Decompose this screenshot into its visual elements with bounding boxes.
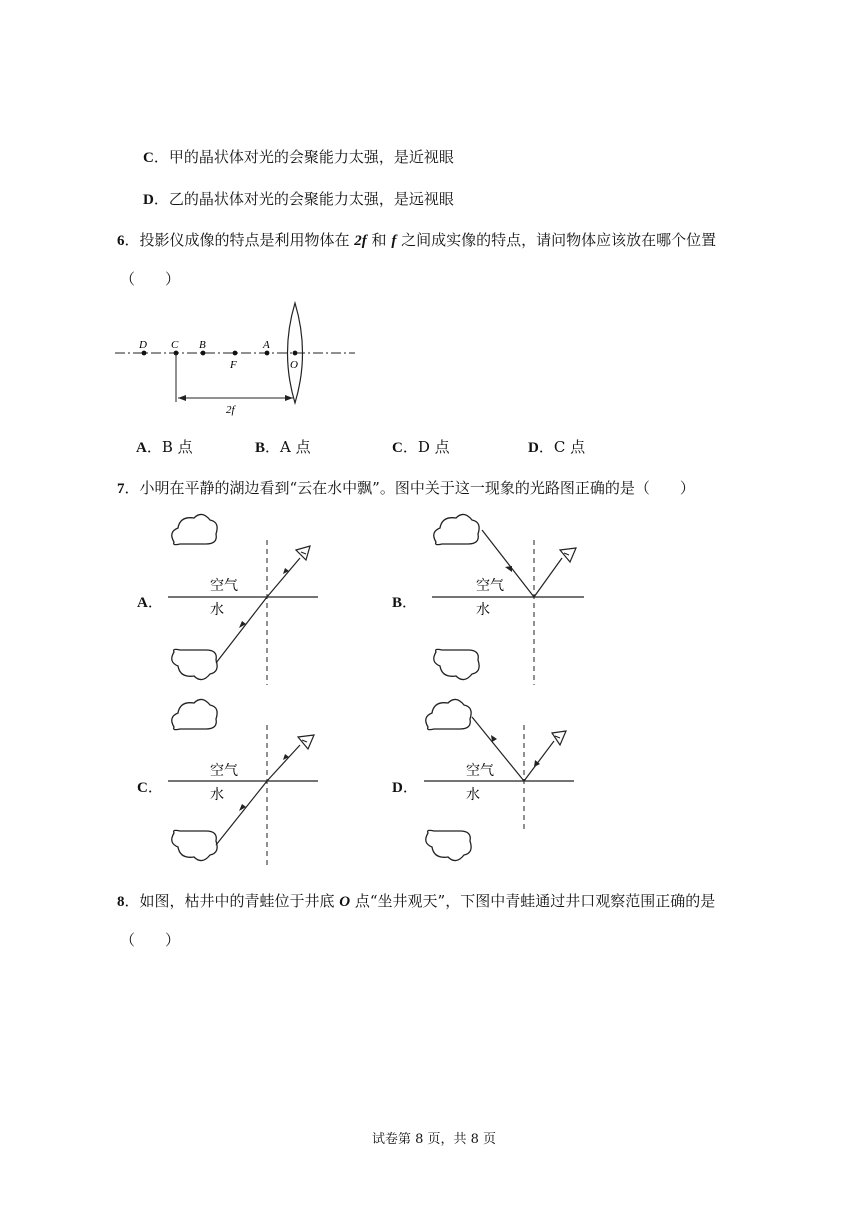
q6-symbol-f: f xyxy=(391,233,397,249)
q6-text-a: ．投影仪成像的特点是利用物体在 xyxy=(124,231,355,249)
q6-option-c-text: ．D 点 xyxy=(402,438,450,456)
point-o xyxy=(293,351,298,356)
cloud-reflection-icon xyxy=(172,830,217,860)
eye-icon xyxy=(298,735,314,749)
cloud-reflection-icon xyxy=(434,649,479,679)
q5-option-d xyxy=(143,188,454,209)
q6-option-b xyxy=(255,436,311,457)
q7-stem xyxy=(117,477,695,498)
air-label: 空气 xyxy=(476,578,504,594)
q6-option-a xyxy=(136,436,193,457)
air-label: 空气 xyxy=(210,578,238,594)
dim-label-2f: 2f xyxy=(226,404,235,416)
label-b: B xyxy=(199,339,206,351)
label-c: C xyxy=(171,339,179,351)
eye-icon xyxy=(552,731,566,745)
water-label: 水 xyxy=(476,602,490,618)
cloud-icon xyxy=(172,514,217,544)
q5-option-c xyxy=(143,146,454,167)
water-label: 水 xyxy=(466,787,480,803)
q8-text-b: 点“坐井观天”，下图中青蛙通过井口观察范围正确的是 xyxy=(350,892,716,910)
q6-option-c-label: C xyxy=(392,440,403,456)
label-o: O xyxy=(290,359,298,371)
ray-arrow-air xyxy=(283,568,289,574)
dim-arrow-left xyxy=(178,395,186,401)
ray-in-air xyxy=(267,745,300,781)
eye-icon xyxy=(560,548,576,562)
cloud-reflection-icon xyxy=(426,830,471,860)
label-a: A xyxy=(263,339,270,351)
ray-arrow xyxy=(239,621,246,628)
q7-panel-c-label: C． xyxy=(137,778,163,796)
q6-stem xyxy=(117,229,716,250)
q7-panel-d-label: D． xyxy=(392,778,418,796)
q8-stem xyxy=(117,890,715,911)
q7-number: 7 xyxy=(117,481,125,497)
q7-panel-a-diagram xyxy=(166,510,326,690)
ray-from-eye xyxy=(524,741,554,781)
q6-answer-paren: （ ） xyxy=(120,270,181,288)
q6-option-a-text: ．B 点 xyxy=(146,438,193,456)
ray-arrow xyxy=(239,804,246,811)
ray-arrow xyxy=(491,735,497,742)
water-label: 水 xyxy=(210,602,224,618)
q8-text-a: ．如图，枯井中的青蛙位于井底 xyxy=(124,892,340,910)
cloud-icon xyxy=(172,699,217,729)
q6-option-c xyxy=(392,436,450,457)
q7-panel-c-diagram xyxy=(166,695,326,875)
water-label: 水 xyxy=(210,787,224,803)
label-f: F xyxy=(230,359,237,371)
dim-arrow-right xyxy=(285,395,293,401)
q7-panel-a-label: A． xyxy=(137,593,163,611)
page-footer: 试卷第 8 页，共 8 页 xyxy=(371,1132,497,1147)
q6-option-a-label: A xyxy=(136,440,147,456)
q6-text-c: 之间成实像的特点，请问物体应该放在哪个位置 xyxy=(396,231,717,249)
point-a xyxy=(265,351,270,356)
q7-panel-d-diagram xyxy=(420,695,580,875)
q7-panel-b-diagram xyxy=(428,510,588,690)
q6-option-d xyxy=(528,436,585,457)
ray-reflected xyxy=(534,558,562,597)
cloud-icon xyxy=(426,699,471,729)
q7-text: ．小明在平静的湖边看到“云在水中飘”。图中关于这一现象的光路图正确的是（ ） xyxy=(124,479,695,497)
q6-number: 6 xyxy=(117,233,125,249)
q5-option-d-text: ．乙的晶状体对光的会聚能力太强，是远视眼 xyxy=(153,190,454,208)
ray-arrow-air xyxy=(283,754,289,760)
q6-option-b-label: B xyxy=(255,440,266,456)
eye-icon xyxy=(296,546,310,560)
cloud-icon xyxy=(434,514,479,544)
q5-option-c-label: C xyxy=(143,150,154,166)
q5-option-d-label: D xyxy=(143,192,154,208)
q8-answer-paren: （ ） xyxy=(120,931,181,949)
point-f xyxy=(233,351,238,356)
q6-option-b-text: ．A 点 xyxy=(265,438,311,456)
q6-option-d-label: D xyxy=(528,440,539,456)
q6-text-b: 和 xyxy=(366,231,392,249)
q6-symbol-2f: 2f xyxy=(354,233,367,249)
ray-in-air xyxy=(267,558,300,597)
label-d: D xyxy=(139,339,147,351)
point-b xyxy=(201,351,206,356)
cloud-reflection-icon xyxy=(172,649,217,679)
q5-option-c-text: ．甲的晶状体对光的会聚能力太强，是近视眼 xyxy=(153,148,454,166)
q6-option-d-text: ．C 点 xyxy=(538,438,586,456)
point-d xyxy=(142,351,147,356)
q8-number: 8 xyxy=(117,894,125,910)
q7-panel-b-label: B． xyxy=(392,593,418,611)
air-label: 空气 xyxy=(210,763,238,779)
q8-symbol-o: O xyxy=(339,894,351,910)
ray-arrow xyxy=(505,566,512,572)
q6-lens-diagram xyxy=(110,300,370,420)
air-label: 空气 xyxy=(466,763,494,779)
